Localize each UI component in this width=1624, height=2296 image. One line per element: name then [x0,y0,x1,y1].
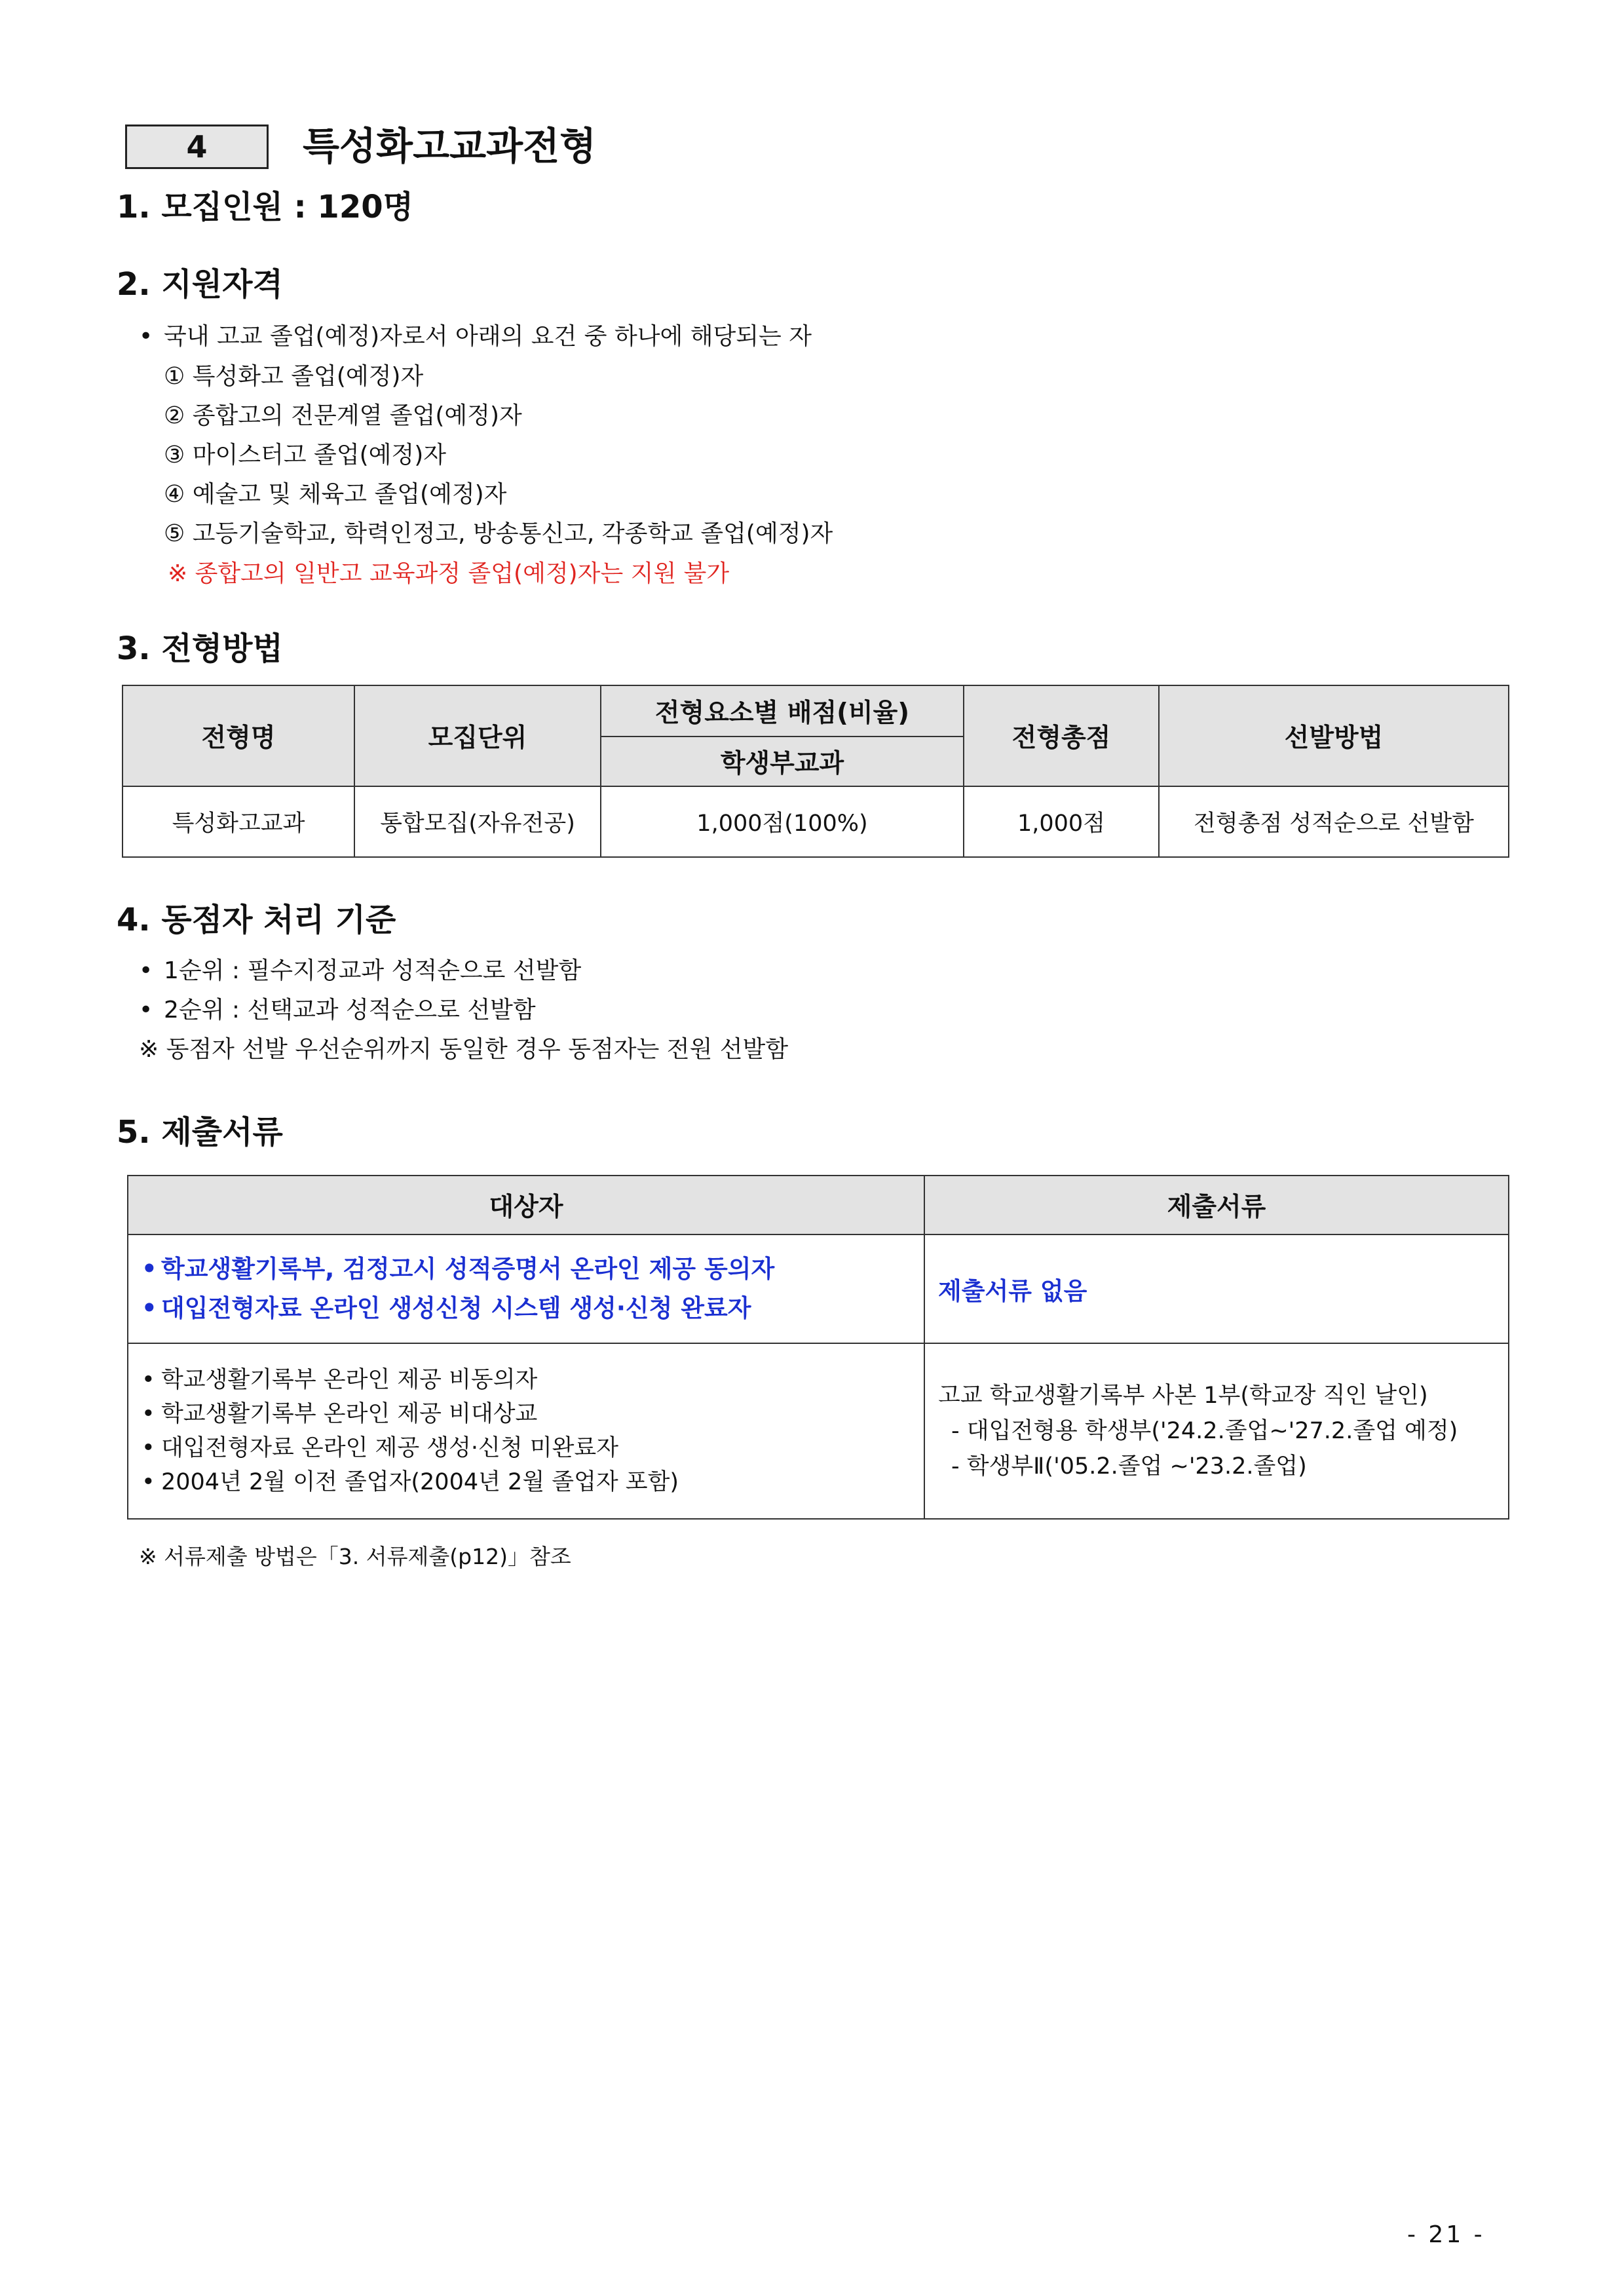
col-unit-header: 모집단위 [354,685,601,786]
documents-note: ※ 서류제출 방법은「3. 서류제출(p12)」참조 [139,1544,571,1569]
target-item [142,1363,924,1397]
col-name-header: 전형명 [123,685,354,786]
cell-total: 1,000점 [964,786,1159,857]
cell-name: 특성화고교과 [123,786,354,857]
section-number-box [125,124,269,169]
bullet-icon: • [142,1294,157,1322]
tie-item [139,955,581,987]
heading-tie-breaker: 4. 동점자 처리 기준 [117,902,396,938]
section-number: 4 [186,129,208,164]
table-row [123,786,1509,857]
target-item [142,1289,924,1328]
eligibility-intro [139,321,812,353]
target-item [142,1250,924,1289]
cell-docs: 제출서류 없음 [924,1234,1509,1343]
target-text: 대입전형자료 온라인 제공 생성·신청 미완료자 [161,1435,619,1461]
page-number: - 21 - [1407,2221,1485,2248]
table-row [128,1234,1509,1343]
doc-line: 고교 학교생활기록부 사본 1부(학교장 직인 날인) [938,1383,1428,1409]
bullet-icon: • [139,323,153,350]
col-docs-header: 제출서류 [924,1176,1509,1234]
target-text: 2004년 2월 이전 졸업자(2004년 2월 졸업자 포함) [161,1469,679,1495]
target-text: 대입전형자료 온라인 생성신청 시스템 생성·신청 완료자 [161,1294,751,1322]
tie-item [139,995,536,1026]
eligibility-item: ① 특성화고 졸업(예정)자 [164,363,424,390]
cell-method: 전형총점 성적순으로 선발함 [1159,786,1509,857]
bullet-icon: • [142,1401,155,1427]
doc-line: - 학생부Ⅱ('05.2.졸업 ~'23.2.졸업) [951,1453,1307,1480]
cell-targets [128,1343,924,1519]
target-text: 학교생활기록부, 검정고시 성적증명서 온라인 제공 동의자 [161,1255,775,1283]
tie-item-text: 1순위 : 필수지정교과 성적순으로 선발함 [164,957,582,984]
col-method-header: 선발방법 [1159,685,1509,786]
cell-unit: 통합모집(자유전공) [354,786,601,857]
heading-selection-method: 3. 전형방법 [117,630,283,667]
col-total-header: 전형총점 [964,685,1159,786]
eligibility-item: ⑤ 고등기술학교, 학력인정고, 방송통신고, 각종학교 졸업(예정)자 [164,520,833,547]
bullet-icon: • [142,1435,155,1461]
selection-table [122,685,1509,858]
doc-line: - 대입전형용 학생부('24.2.졸업~'27.2.졸업 예정) [951,1418,1458,1444]
bullet-icon: • [139,957,153,984]
tie-item-text: 2순위 : 선택교과 성적순으로 선발함 [164,997,536,1024]
heading-recruitment: 1. 모집인원 : 120명 [117,189,413,225]
eligibility-intro-text: 국내 고교 졸업(예정)자로서 아래의 요건 중 하나에 해당되는 자 [164,323,812,350]
target-item [142,1465,924,1499]
col-ratio-subheader: 학생부교과 [601,737,964,786]
cell-targets [128,1234,924,1343]
target-text: 학교생활기록부 온라인 제공 비대상교 [161,1401,538,1427]
heading-documents: 5. 제출서류 [117,1114,283,1151]
bullet-icon: • [142,1255,157,1283]
bullet-icon: • [139,997,153,1024]
eligibility-note: ※ 종합고의 일반고 교육과정 졸업(예정)자는 지원 불가 [168,560,730,587]
heading-eligibility: 2. 지원자격 [117,266,283,303]
target-item [142,1397,924,1431]
eligibility-item: ④ 예술고 및 체육고 졸업(예정)자 [164,481,507,508]
table-row [128,1343,1509,1519]
section-title: 특성화고교과전형 [303,124,597,168]
col-ratio-header: 전형요소별 배점(비율) [601,685,964,737]
cell-docs [924,1343,1509,1519]
cell-ratio: 1,000점(100%) [601,786,964,857]
tie-note: ※ 동점자 선발 우선순위까지 동일한 경우 동점자는 전원 선발함 [139,1036,789,1063]
eligibility-item: ② 종합고의 전문계열 졸업(예정)자 [164,402,522,429]
target-text: 학교생활기록부 온라인 제공 비동의자 [161,1367,538,1393]
eligibility-item: ③ 마이스터고 졸업(예정)자 [164,442,447,469]
bullet-icon: • [142,1367,155,1393]
target-item [142,1431,924,1465]
bullet-icon: • [142,1469,155,1495]
documents-table [127,1175,1509,1520]
col-target-header: 대상자 [128,1176,924,1234]
